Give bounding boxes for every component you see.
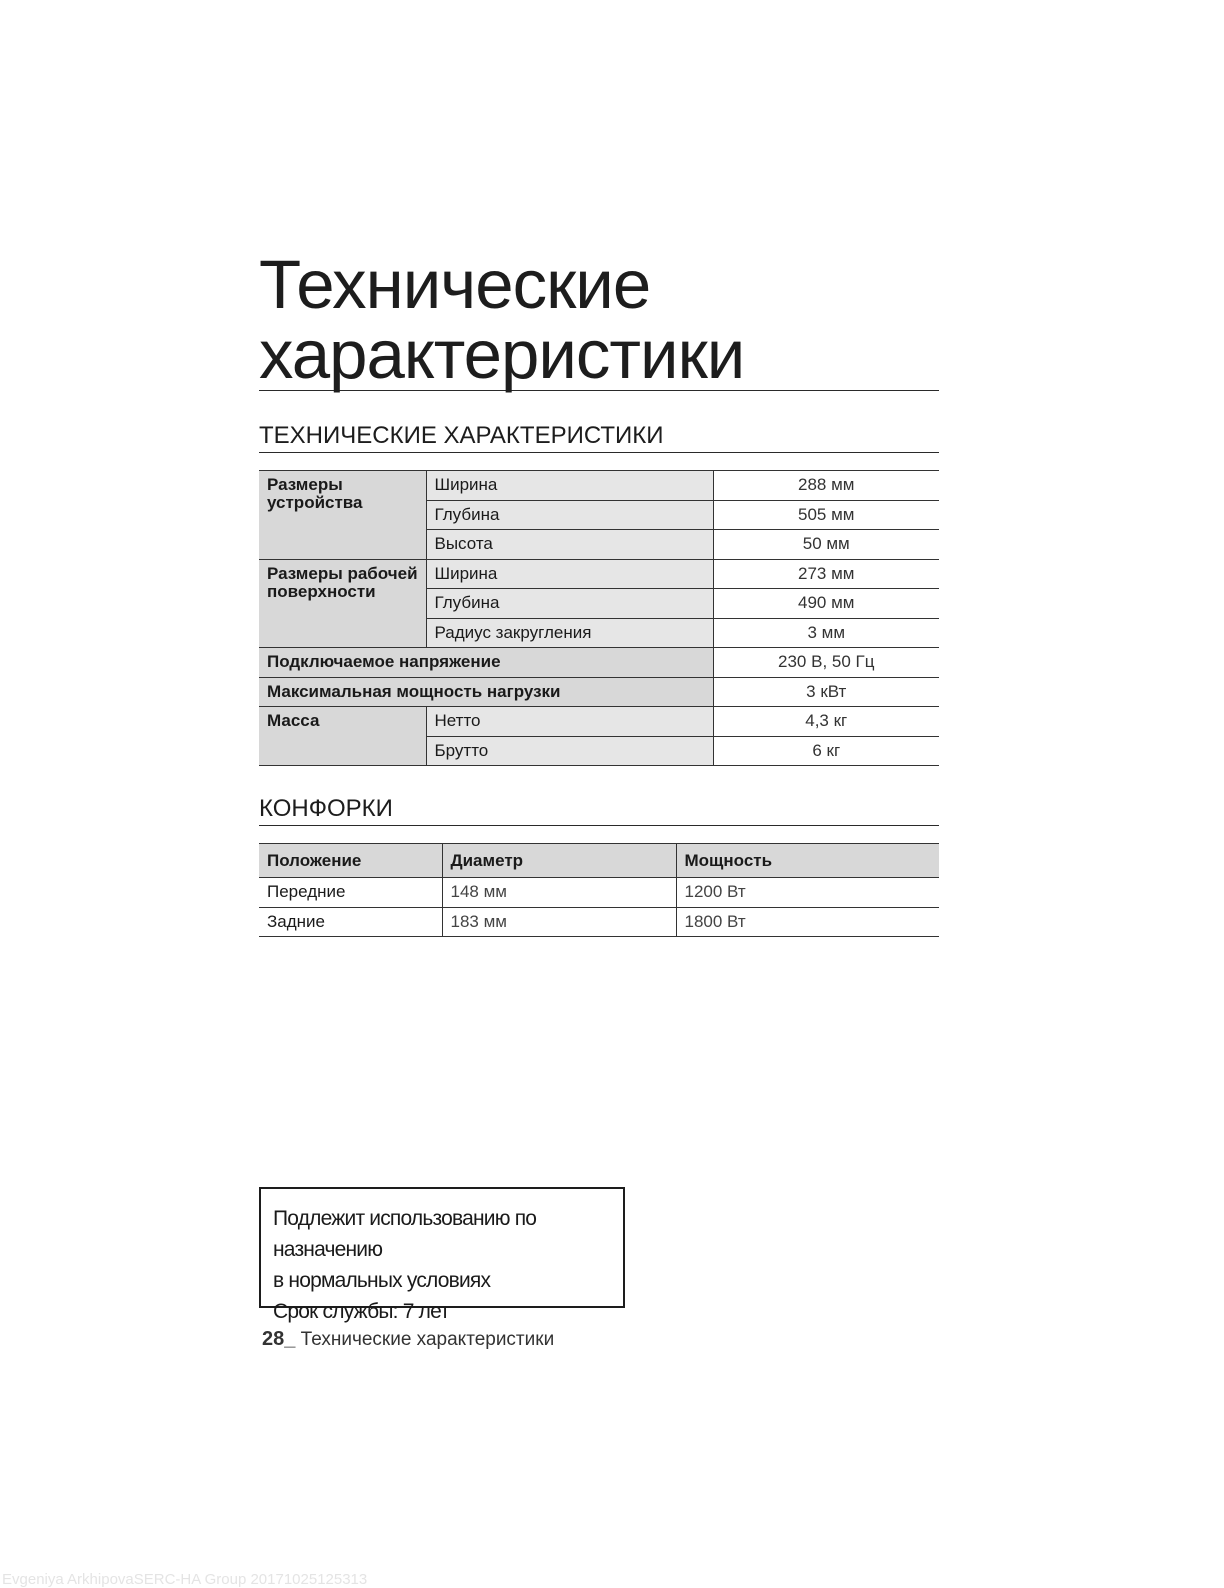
spec-param: Глубина	[426, 500, 713, 530]
table-header-row	[259, 844, 939, 878]
burners-table	[259, 843, 939, 937]
burner-power: 1200 Вт	[676, 878, 939, 908]
burner-power: 1800 Вт	[676, 907, 939, 937]
page-title	[259, 246, 939, 393]
spec-param: Радиус закругления	[426, 618, 713, 648]
spec-param: Ширина	[426, 471, 713, 501]
table-row	[259, 677, 939, 707]
burners-section-heading: КОНФОРКИ	[259, 795, 939, 826]
spec-value: 505 мм	[713, 500, 939, 530]
work-surface-label: Размеры рабочей поверхности	[259, 559, 426, 648]
spec-param: Нетто	[426, 707, 713, 737]
page-title-line2: характеристики	[259, 316, 745, 393]
max-power-label: Максимальная мощность нагрузки	[259, 677, 713, 707]
table-row	[259, 559, 939, 589]
voltage-value: 230 В, 50 Гц	[713, 648, 939, 678]
burner-position: Передние	[259, 878, 442, 908]
voltage-label: Подключаемое напряжение	[259, 648, 713, 678]
burner-diameter: 183 мм	[442, 907, 676, 937]
spec-value: 273 мм	[713, 559, 939, 589]
footer-text: Технические характеристики	[295, 1329, 555, 1350]
spec-value: 490 мм	[713, 589, 939, 619]
page-number: 28_	[262, 1328, 296, 1350]
spec-value: 3 мм	[713, 618, 939, 648]
table-row	[259, 648, 939, 678]
usage-note-box	[259, 1187, 625, 1323]
spec-param: Брутто	[426, 736, 713, 766]
table-row	[259, 707, 939, 737]
column-header: Положение	[259, 844, 442, 878]
note-line: Срок службы: 7 лет	[273, 1300, 450, 1323]
device-size-label: Размеры устройства	[259, 471, 426, 560]
burner-position: Задние	[259, 907, 442, 937]
spec-section-heading: ТЕХНИЧЕСКИЕ ХАРАКТЕРИСТИКИ	[259, 422, 939, 453]
spec-value: 6 кг	[713, 736, 939, 766]
column-header: Диаметр	[442, 844, 676, 878]
max-power-value: 3 кВт	[713, 677, 939, 707]
spec-value: 288 мм	[713, 471, 939, 501]
table-row	[259, 907, 939, 937]
spec-param: Глубина	[426, 589, 713, 619]
table-row	[259, 878, 939, 908]
page-title-line1: Технические	[259, 246, 651, 323]
mass-label: Масса	[259, 707, 426, 766]
column-header: Мощность	[676, 844, 939, 878]
spec-value: 4,3 кг	[713, 707, 939, 737]
spec-table	[259, 470, 939, 766]
note-line: в нормальных условиях	[273, 1269, 491, 1292]
watermark: Evgeniya ArkhipovaSERC-HA Group 20171025125313	[2, 1571, 368, 1588]
burner-diameter: 148 мм	[442, 878, 676, 908]
spec-param: Высота	[426, 530, 713, 560]
page-footer	[262, 1328, 554, 1351]
table-row	[259, 471, 939, 501]
spec-value: 50 мм	[713, 530, 939, 560]
note-line: Подлежит использованию по назначению	[273, 1207, 537, 1261]
spec-param: Ширина	[426, 559, 713, 589]
